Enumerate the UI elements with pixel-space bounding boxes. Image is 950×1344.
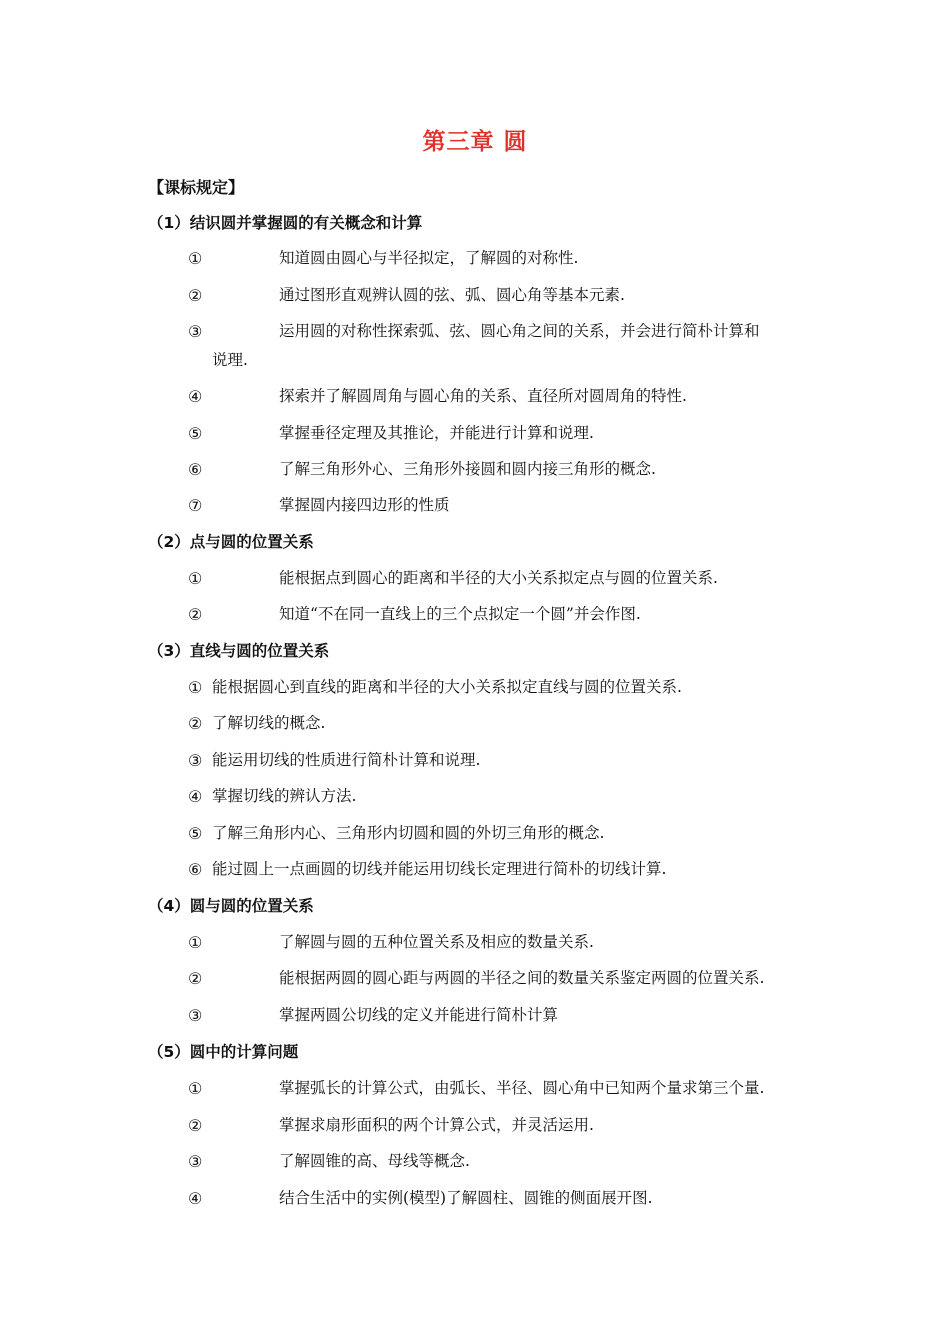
item-text: 掌握切线的辨认方法. [212, 787, 357, 805]
item-text: 通过图形直观辨认圆的弦、弧、圆心角等基本元素. [279, 286, 625, 304]
item-number: ⑥ [188, 460, 203, 479]
item-number: ① [188, 1079, 203, 1098]
item-number: ② [188, 714, 203, 733]
item-text: 能过圆上一点画圆的切线并能运用切线长定理进行简朴的切线计算. [212, 860, 667, 878]
item-number: ③ [188, 1006, 203, 1025]
item-text: 能根据圆心到直线的距离和半径的大小关系拟定直线与圆的位置关系. [212, 678, 682, 696]
item-text: 掌握弧长的计算公式，由弧长、半径、圆心角中已知两个量求第三个量. [279, 1079, 765, 1097]
section-heading-4: （4）圆与圆的位置关系 [148, 897, 314, 915]
item-number: ③ [188, 322, 203, 341]
section-heading-5: （5）圆中的计算问题 [148, 1043, 299, 1061]
item-text: 了解三角形外心、三角形外接圆和圆内接三角形的概念. [279, 460, 656, 478]
item-text: 结合生活中的实例(模型)了解圆柱、圆锥的侧面展开图. [279, 1189, 653, 1207]
item-number: ① [188, 569, 203, 588]
item-text: 了解切线的概念. [212, 714, 326, 732]
item-text: 能根据两圆的圆心距与两圆的半径之间的数量关系鉴定两圆的位置关系. [279, 969, 765, 987]
item-number: ① [188, 678, 203, 697]
page-title: 第三章 圆 [422, 129, 528, 155]
item-number: ⑦ [188, 496, 203, 515]
item-number: ③ [188, 1152, 203, 1171]
subhead-curriculum: 【课标规定】 [148, 178, 245, 197]
item-text: 能运用切线的性质进行简朴计算和说理. [212, 751, 481, 769]
item-number: ④ [188, 1189, 203, 1208]
item-text: 了解三角形内心、三角形内切圆和圆的外切三角形的概念. [212, 824, 605, 842]
item-text: 知道“不在同一直线上的三个点拟定一个圆”并会作图. [279, 605, 641, 623]
item-text: 掌握两圆公切线的定义并能进行简朴计算 [279, 1006, 559, 1024]
item-text: 掌握垂径定理及其推论，并能进行计算和说理. [279, 424, 594, 442]
item-number: ② [188, 286, 203, 305]
item-number: ⑤ [188, 424, 203, 443]
item-number: ① [188, 249, 203, 268]
item-text-continuation: 说理. [212, 351, 248, 369]
item-number: ③ [188, 751, 203, 770]
item-number: ⑥ [188, 860, 203, 879]
item-text: 探索并了解圆周角与圆心角的关系、直径所对圆周角的特性. [279, 387, 687, 405]
section-heading-1: （1）结识圆并掌握圆的有关概念和计算 [148, 214, 423, 232]
item-text: 能根据点到圆心的距离和半径的大小关系拟定点与圆的位置关系. [279, 569, 718, 587]
section-heading-2: （2）点与圆的位置关系 [148, 533, 314, 551]
item-text: 了解圆与圆的五种位置关系及相应的数量关系. [279, 933, 594, 951]
item-number: ② [188, 969, 203, 988]
item-text: 掌握求扇形面积的两个计算公式，并灵活运用. [279, 1116, 594, 1134]
section-heading-3: （3）直线与圆的位置关系 [148, 642, 330, 660]
item-text: 知道圆由圆心与半径拟定，了解圆的对称性. [279, 249, 579, 267]
item-text: 运用圆的对称性探索弧、弦、圆心角之间的关系，并会进行简朴计算和 [279, 322, 760, 340]
item-number: ① [188, 933, 203, 952]
item-number: ② [188, 1116, 203, 1135]
item-text: 掌握圆内接四边形的性质 [279, 496, 450, 514]
item-number: ④ [188, 387, 203, 406]
item-number: ② [188, 605, 203, 624]
item-text: 了解圆锥的高、母线等概念. [279, 1152, 470, 1170]
item-number: ④ [188, 787, 203, 806]
item-number: ⑤ [188, 824, 203, 843]
